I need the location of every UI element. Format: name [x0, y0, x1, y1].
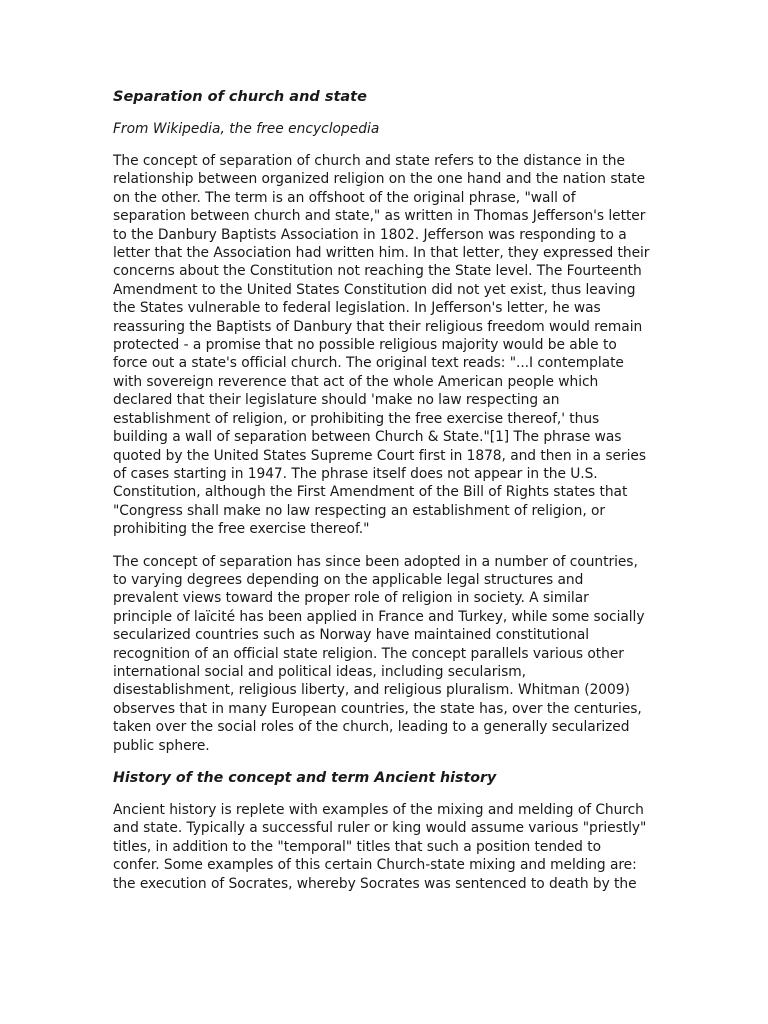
text-line: "Congress shall make no law respecting an establishment of religion, or	[113, 502, 606, 519]
text-line: to varying degrees depending on the applicable legal structures and	[113, 571, 584, 588]
text-line: principle of laïcité has been applied in France and Turkey, while some socially	[113, 608, 645, 625]
text-line: force out a state's official church. The original text reads: "...I contemplate	[113, 355, 624, 372]
text-line: secularized countries such as Norway have maintained constitutional	[113, 627, 590, 644]
text-line: building a wall of separation between Church & State."[1] The phrase was	[113, 429, 622, 446]
text-line: quoted by the United States Supreme Court first in 1878, and then in a series	[113, 447, 646, 464]
document-page	[113, 88, 653, 907]
text-line: prohibiting the free exercise thereof."	[113, 521, 370, 538]
text-line: Constitution, although the First Amendment of the Bill of Rights states that	[113, 484, 628, 501]
text-line: prevalent views toward the proper role of religion in society. A similar	[113, 590, 589, 607]
text-line: protected - a promise that no possible religious majority would be able to	[113, 337, 617, 354]
text-line: concerns about the Constitution not reaching the State level. The Fourteenth	[113, 263, 642, 280]
text-line: public sphere.	[113, 737, 210, 754]
text-line: separation between church and state," as written in Thomas Jefferson's letter	[113, 208, 646, 225]
text-line: the States vulnerable to federal legislation. In Jefferson's letter, he was	[113, 300, 601, 317]
text-line: recognition of an official state religion. The concept parallels various other	[113, 645, 624, 662]
text-line: confer. Some examples of this certain Church-state mixing and melding are:	[113, 857, 637, 874]
text-line: reassuring the Baptists of Danbury that their religious freedom would remain	[113, 318, 643, 335]
text-line: titles, in addition to the "temporal" titles that such a position tended to	[113, 838, 601, 855]
text-line: international social and political ideas, including secularism,	[113, 663, 527, 680]
text-line: letter that the Association had written him. In that letter, they expressed their	[113, 245, 650, 262]
section-heading-history: History of the concept and term Ancient history	[113, 770, 497, 786]
text-line: establishment of religion, or prohibiting the free exercise thereof,' thus	[113, 410, 600, 427]
document-title: Separation of church and state	[113, 89, 367, 105]
paragraph-adoption	[113, 553, 653, 755]
text-line: relationship between organized religion on the one hand and the nation state	[113, 171, 646, 188]
text-line: Ancient history is replete with examples of the mixing and melding of Church	[113, 802, 644, 818]
text-line: and state. Typically a successful ruler or king would assume various "priestly"	[113, 820, 647, 837]
text-line: observes that in many European countries, the state has, over the centuries,	[113, 700, 642, 717]
text-line: The concept of separation has since been adopted in a number of countries,	[113, 553, 638, 570]
text-line: of cases starting in 1947. The phrase itself does not appear in the U.S.	[113, 465, 598, 482]
text-line: the execution of Socrates, whereby Socrates was sentenced to death by the	[113, 875, 637, 892]
text-line: disestablishment, religious liberty, and religious pluralism. Whitman (2009)	[113, 682, 630, 699]
document-subtitle: From Wikipedia, the free encyclopedia	[113, 121, 380, 137]
text-line: with sovereign reverence that act of the whole American people which	[113, 373, 599, 390]
text-line: taken over the social roles of the church, leading to a generally secularized	[113, 719, 630, 736]
text-line: declared that their legislature should 'make no law respecting an	[113, 392, 560, 409]
paragraph-ancient-history	[113, 801, 653, 893]
paragraph-intro	[113, 152, 653, 539]
text-line: The concept of separation of church and state refers to the distance in the	[113, 153, 625, 169]
text-line: Amendment to the United States Constitution did not yet exist, thus leaving	[113, 281, 636, 298]
text-line: on the other. The term is an offshoot of the original phrase, "wall of	[113, 189, 576, 206]
text-line: to the Danbury Baptists Association in 1802. Jefferson was responding to a	[113, 226, 627, 243]
